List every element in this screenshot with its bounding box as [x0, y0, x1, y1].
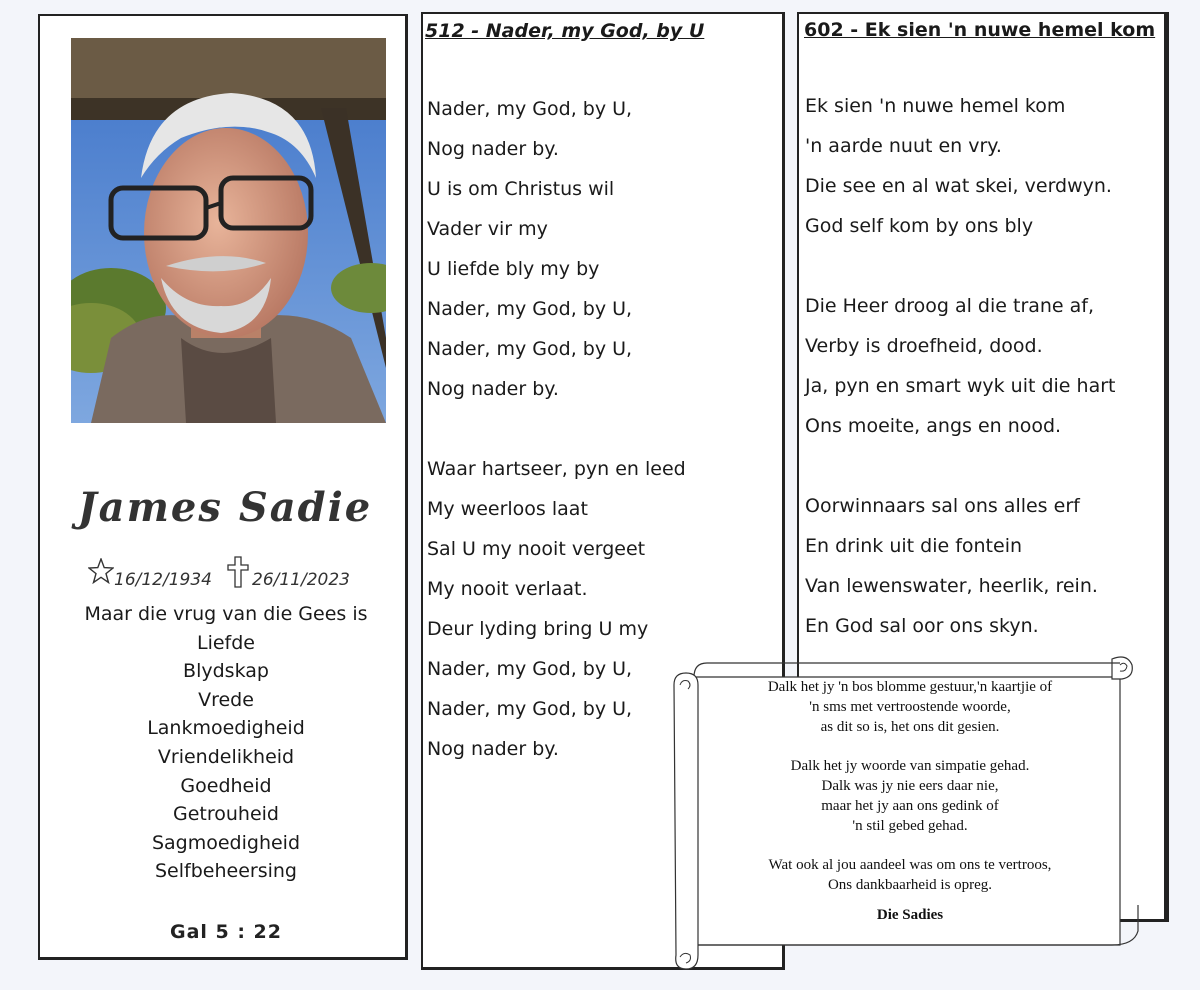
lyric-line: God self kom by ons bly [805, 215, 1034, 237]
lyric-line: Nader, my God, by U, [427, 698, 633, 720]
message-line: as dit so is, het ons dit gesien. [820, 718, 1000, 735]
lyric-line: Deur lyding bring U my [427, 618, 649, 640]
fruit-item: Liefde [197, 631, 255, 654]
fruit-item: Blydskap [183, 660, 269, 683]
fruit-item: Getrouheid [173, 803, 279, 826]
cross-icon [227, 556, 249, 593]
lyric-line: My nooit verlaat. [427, 578, 588, 600]
lyric-line: Die see en al wat skei, verdwyn. [805, 175, 1112, 197]
message-line: Ons dankbaarheid is opreg. [827, 876, 993, 893]
lyric-line: Nader, my God, by U, [427, 658, 633, 680]
lyric-line: Sal U my nooit vergeet [427, 538, 646, 560]
lyric-line: My weerloos laat [427, 498, 588, 520]
message-spacer [690, 836, 1130, 856]
fruit-item: Sagmoedigheid [151, 831, 301, 854]
hymn-512-title: 512 - Nader, my God, by U [425, 20, 705, 42]
lyric-line: Nog nader by. [427, 738, 559, 760]
lyric-line: Waar hartseer, pyn en leed [427, 458, 686, 480]
star-icon [88, 558, 114, 589]
message-line: Dalk het jy 'n bos blomme gestuur,'n kaartjie of [767, 679, 1053, 695]
lyric-line: U is om Christus wil [427, 178, 615, 200]
fruit-of-spirit-verse [58, 600, 394, 886]
fruit-item: Vriendelikheid [157, 745, 295, 768]
lyric-line: Die Heer droog al die trane af, [805, 295, 1095, 317]
lyric-line: 'n aarde nuut en vry. [805, 135, 1002, 157]
signature: Die Sadies [876, 906, 944, 923]
fruit-item: Lankmoedigheid [147, 717, 305, 740]
lyric-line: Van lewenswater, heerlik, rein. [805, 575, 1098, 597]
lyric-line: Oorwinnaars sal ons alles erf [805, 495, 1080, 517]
deceased-name: James Sadie [77, 484, 373, 531]
lyric-line: Nog nader by. [427, 378, 559, 400]
lyric-line: En drink uit die fontein [805, 535, 1023, 557]
lyric-line: Vader vir my [427, 218, 548, 240]
fruit-item: Selfbeheersing [155, 860, 297, 883]
scripture-reference: Gal 5 : 22 [169, 921, 283, 943]
life-dates [88, 556, 388, 592]
lyric-line: Nader, my God, by U, [427, 298, 633, 320]
message-line: maar het jy aan ons gedink of [821, 797, 999, 814]
verse-intro: Maar die vrug van die Gees is [84, 603, 368, 625]
lyric-line: Ja, pyn en smart wyk uit die hart [805, 375, 1116, 397]
message-spacer [690, 737, 1130, 757]
message-line: 'n sms met vertroostende woorde, [809, 698, 1011, 715]
fruit-item: Vrede [198, 688, 254, 711]
birth-date: 16/12/1934 [114, 570, 212, 590]
lyric-line: En God sal oor ons skyn. [805, 615, 1039, 637]
lyric-line: Nog nader by. [427, 138, 559, 160]
lyric-line: Nader, my God, by U, [427, 98, 633, 120]
message-line: Dalk was jy nie eers daar nie, [821, 777, 999, 794]
death-date: 26/11/2023 [252, 570, 350, 590]
fruit-item: Goedheid [180, 774, 272, 797]
lyric-line: Ek sien 'n nuwe hemel kom [805, 95, 1066, 117]
lyric-line: U liefde bly my by [427, 258, 600, 280]
lyric-line: Verby is droefheid, dood. [805, 335, 1043, 357]
message-line: Dalk het jy woorde van simpatie gehad. [790, 758, 1030, 775]
lyric-line: Nader, my God, by U, [427, 338, 633, 360]
thank-you-message [690, 678, 1130, 926]
message-line: Wat ook al jou aandeel was om ons te vertroos, [768, 857, 1052, 874]
message-line: 'n stil gebed gehad. [852, 817, 968, 834]
hymn-602-title: 602 - Ek sien 'n nuwe hemel kom [804, 19, 1156, 41]
lyric-line: Ons moeite, angs en nood. [805, 415, 1062, 437]
portrait-photo [71, 38, 386, 423]
